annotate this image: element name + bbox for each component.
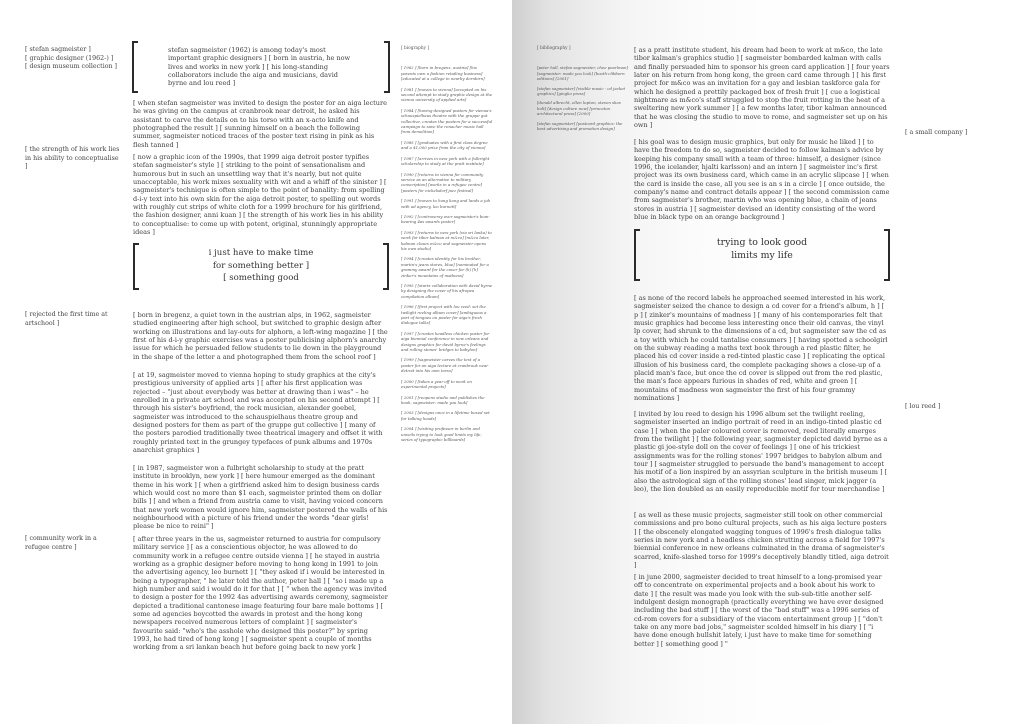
bracket-right [884, 229, 890, 281]
biography-entry: [ 1985 ] [graduates with a first class degree and a $1,000 prize from the city of vienna] [401, 139, 488, 151]
pull-quote-right [634, 229, 890, 281]
biography-entry: [ 1962 ] [born in bregenz, austria] [his parents own a fashion retailing business] [educated at a college in nearby dornbirn] [401, 65, 485, 82]
quote-line-2: for something better ] [212, 260, 310, 271]
bracket-right [383, 243, 389, 290]
biography-list [401, 65, 493, 442]
biography-entry: [ 1987 ] [arrives in new york with a fulbright scholarship to study at the pratt institute] [401, 155, 490, 167]
biography-entry: [ 1992 ] [controversy over sagmeister's bum-bearing 4as awards poster] [401, 213, 490, 225]
right-paragraph-4: [ invited by lou reed to design his 1996 album set the twilight reeling, sagmeister inserted an indigo portrait of reed in an indigo-tinted plastic cd case ] [ when the paler coloured cover is removed, reed literally emerges from the twilight ] [ the following year, sagmeister depicted david byrne as a plastic gi joe-style doll on the cover of feelings ] [ one of his trickiest assignments was for the rolling stones' 1997 bridges to babylon album and tour ] [ sagmeister struggled to persuade the band's management to accept his motif of a lion inspired by an assyrian sculpture in the british museum ] [ also the astrological sign of the rolling stones' lead singer, mick jagger (a leo), the lion doubled as an easily reproducible motif for tour merchandise ] [634, 410, 888, 494]
side-label-rejected: [ rejected the first time at artschool ] [25, 311, 108, 327]
bibliography-entry: [stefan sagmeister] [postcard graphics: the best advertising and promotion design] [537, 120, 623, 132]
left-paragraph-1: [ when stefan sagmeister was invited to design the poster for an aiga lecture he was giving on the campus at cranbrook near detroit, he asked his assistant to carve the details on to his torso with an x-acto knife and photographed the result ] [ sunning himself on a beach the following summer, sagmeister noticed traces of the poster text rising in pink as his flesh tanned ] [133, 99, 387, 149]
left-paragraph-3: [ born in bregenz, a quiet town in the austrian alps, in 1962, sagmeister studied engineering after high school, but switched to graphic design after working on illustrations and lay-outs for alphorn, a left-wing magazine ] [ the first of his d-i-y graphic exercises was a poster publicising alphorn's anarchy issue for which he persuaded fellow students to lie down in the playground in the shape of the letter a and photographed them from the school roof ] [133, 311, 388, 361]
bracket-left [133, 243, 139, 290]
biography-entry: [ 2000 ] [takes a year off to work on experimental projects] [401, 378, 472, 390]
intro-block [132, 41, 390, 93]
right-page [512, 0, 1024, 724]
bibliography-entry: [donald albrecht, ellen lupton, steven skov holt] [design culture now] [princeton architectural press] [2000] [537, 100, 622, 117]
biography-column [401, 46, 493, 447]
biography-entry: [ 1995 ] [starts collaboration with david byrne by designing the cover of his afropea compilation album] [401, 283, 493, 299]
right-paragraph-5: [ as well as these music projects, sagmeister still took on other commercial commissions and pro bono cultural projects, such as his aiga lecture posters ] [ the obscenely elongated wagging tongues of 1996's fresh dialogue talks series in new york and a headless chicken strutting across a field for 1997's biennial conference in new orleans culminated in the drama of sagmeister's scarred, knife-slashed torso for 1999's deceptively blandly titled, aiga detroit ] [634, 511, 889, 570]
left-paragraph-2: [ now a graphic icon of the 1990s, that 1999 aiga detroit poster typifies stefan sagmeister's style ] [ striking to the point of sensationalism and humorous but in such an unsettling way that it's nearly, but not quite unacceptable, his work mixes sexuality with wit and a whiff of the sinister ] [ sagmeister's technique is often simple to the point of banality: from spelling d-i-y text into his own skin for the aiga detroit poster, to spelling out words with roughly cut strips of white cloth for a 1999 brochure for his girlfriend, the fashion designer, anni kuan ] [ the strength of his work lies in his ability to conceptualise: to come up with potent, original, stunningly appropriate ideas ] [133, 153, 387, 237]
biography-entry: [ 1984 ] [having designed posters for vienna's schauspielhaus theatre with the gruppe gut collective, creates the posters for a successful campaign to save the ronacher music hall from demolition] [401, 107, 493, 135]
bibliography-entry: [peter hall, stefan sagmeister, chee pearlman] [sagmeister: made you look] [booth-clibborn editions] [2001] [537, 65, 629, 82]
bibliography-list [537, 65, 629, 131]
right-paragraph-2: [ his goal was to design music graphics, but only for music he liked ] [ to have the freedom to do so, sagmeister decided to follow kalman's advice by keeping his company small with a team of three: himself, a designer (since 1996, the icelander, hjalti karlsson) and an intern ] [ sagmeister inc's first project was its own business card, which came in an acrylic slipcase ] [ when the card is inside the case, all you see is an s in a circle ] [ once outside, the company's name and contract details appear ] [ the second commission came from sagmeister's brother, martin who was opening blue, a chain of jeans stores in austria ] [ sagmeister devised an identity consisting of the word blue in black type on an orange background ] [634, 138, 890, 222]
pull-quote-left [133, 243, 389, 290]
quote-line-1: i just have to make time [208, 248, 314, 258]
biography-entry: [ 1981 ] [moves to vienna] [accepted on his second attempt to study graphic design at the vienna university of applied arts] [401, 86, 493, 103]
right-paragraph-6: [ in june 2000, sagmeister decided to treat himself to a long-promised year off to concentrate on experimental projects and a book about his work to date ] [ the result was made you look with the sub-sub-title another self-indulgent design monograph (practically everything we have ever designed including the bad stuff ] [ the worst of the "bad stuff" was a 1996 series of cd-rom covers for a subsidiary of the viacom entertainment group ] [ "don't take on any more bad jobs," sagmeister scolded himself in his diary ] [ "i have done enough bullshit lately, i just have to make time for something better ] [ something good ] " [634, 573, 884, 648]
left-paragraph-5: [ in 1987, sagmeister won a fulbright scholarship to study at the pratt institute in brooklyn, new york ] [ here humour emerged as the dominant theme in his work ] [ when a girlfriend asked him to design business cards which would cost no more than $1 each, sagmeister printed them on dollar bills ] [ and when a friend from austria came to visit, having voiced concern that new york women would ignore him, sagmeister postered the walls of his neighbourhood with a picture of his friend under the words "dear girls! please be nice to reini" ] [133, 464, 388, 531]
biography-entry: [ 2001 ] [reopens studio and publishes the book, sagmeister: made you look] [401, 394, 485, 405]
quote-line-1: trying to look good [716, 237, 808, 248]
bibliography-entry: [stefan sagmeister] [visible music - cd jacket graphics] [gingko press] [537, 85, 626, 97]
biography-entry: [ 1997 ] [creates headless chicken poster for aiga biennial conference in new orleans and designs graphics for david byrne's feelings and rolling stones' bridges to babylon] [401, 330, 490, 353]
left-paragraph-4: [ at 19, sagmeister moved to vienna hoping to study graphics at the city's prestigious university of applied arts ] [ after his first application was rejected – "just about everybody was better at drawing than i was" – he enrolled in a private art school and was accepted on his second attempt ] [ through his sister's boyfriend, the rock musician, alexander goebel, sagmeister was introduced to the schauspielhaus theatre group and designed posters for them as part of the gruppe gut collective ] [ many of the posters parodied traditionally twee theatrical imagery and offset it with roughly printed text in the grungey typefaces of punk albums and 1970s anarchist graphics ] [133, 371, 383, 455]
right-paragraph-1: [ as a pratt institute student, his dream had been to work at m&co, the late tibor kalman's graphics studio ] [ sagmeister bombarded kalman with calls and finally persuaded him to sponsor his green card application ] [ four years later on his return from hong kong, the green card came through ] [ his first project for m&co was an invitation for a gay and lesbian taskforce gala for which he designed a prettily packaged box of fresh fruit ] [ cue a logistical nightmare as m&co's staff struggled to stop the fruit rotting in the heat of a sweltering new york summer ] [ a few months later, tibor kalman announced that he was closing the studio to move to rome, and sagmeister set up on his own ] [634, 46, 890, 130]
biography-entry: [ 1996 ] [first project with lou reed: set the twilight reeling album cover] [ambiguous a part of tongues on poster for aiga's fresh dialogue talks] [401, 304, 487, 326]
bracket-left [132, 41, 138, 93]
biography-entry: [ 1999 ] [sagmeister carves the text of a poster for an aiga lecture at cranbrook near detroit into his own torso] [401, 357, 489, 374]
bibliography-heading: [ bibliography ] [537, 46, 571, 51]
biography-entry: [ 1990 ] [returns to vienna for community service as an alternative to military conscription] [works in a refugee centre] [posters for nickelsdorf jazz festival] [401, 171, 484, 193]
side-label-name: [ stefan sagmeister ] [ graphic designer (1962-) ] [ design museum collection ] [25, 46, 118, 71]
side-label-small-company: [ a small company ] [905, 129, 968, 136]
biography-entry: [ 1991 ] [moves to hong kong and lands a job with ad agency, leo burnett] [401, 198, 491, 209]
biography-entry: [ 1993 ] [returns to new york (via sri lanka) to work for tibor kalman at m&co] [m&co later, kalman closes m&co and sagmeister opens his own studio] [401, 229, 492, 251]
biography-entry: [ 2004 ] [visiting professor in berlin and unveils trying to look good limits my life, series of typographic billboards] [401, 426, 482, 442]
side-label-lou-reed: [ lou reed ] [905, 403, 941, 410]
right-paragraph-3: [ as none of the record labels he approached seemed interested in his work, sagmeister seized the chance to design a cd cover for a friend's album, h ] [ p ] [ zinker's mountains of madness ] [ many of his contemporaries felt that music graphics had become less interesting once their old canvas, the vinyl lp cover, had shrunk to the dimensions of a cd, but sagmeister saw the cd as a toy with which he could tantalise consumers ] [ having spotted a schoolgirl on the subway reading a maths text book through a red plastic filter, he placed his cd cover inside a red-tinted plastic case ] [ replicating the optical illusion of his business card, the complete packaging shows a close-up of a placid man's face, but once the cd cover is slipped out from the red plastic, the man's face appears furious in shades of red, white and green ] [ mountains of madness won sagmeister the first of his four grammy nominations ] [634, 294, 888, 403]
biography-heading: [ biography ] [401, 46, 430, 51]
biography-entry: [ 2003 ] [designs once in a lifetime boxed set for talking heads] [401, 410, 490, 421]
quote-line-3: [ something good [223, 273, 299, 283]
bibliography-column [537, 46, 629, 135]
side-label-strength: [ the strength of his work lies in his ability to conceptualise ] [25, 146, 120, 171]
side-label-community: [ community work in a refugee centre ] [25, 535, 97, 551]
left-paragraph-6: [ after three years in the us, sagmeister returned to austria for compulsory military service ] [ as a conscientious objector, he was allowed to do community work in a refugee centre outside vienna ] [ he stayed in austria working as a graphic designer before moving to hong kong in 1991 to join the advertising agency, leo burnett ] [ "they asked if i would be interested in being a typographer, " he later told the author, peter hall ] [ "so i made up a high number and said i would do it for that ] [ " when the agency was invited to design a poster for the 1992 4as advertising awards ceremony, sagmeister depicted a traditional cantonese image featuring four bare male bottoms ] [ some ad agencies boycotted the awards in protest and the hong kong newspapers received numerous letters of complaint ] [ sagmeister's favourite said: "who's the asshole who designed this poster?" by spring 1993, he had tired of hong kong ] [ sagmeister spent a couple of months working from a sri lankan beach hut before going back to new york ] [133, 535, 388, 652]
bracket-right [384, 41, 390, 93]
intro-text: stefan sagmeister (1962) is among today's most important graphic designers ] [ born in austria, he now lives and works in new york ] [ his long-standing collaborators include the aiga and musicians, david byrne and lou reed ] [168, 46, 351, 88]
quote-line-2: limits my life [731, 249, 793, 261]
bracket-left [634, 229, 640, 281]
biography-entry: [ 1994 ] [creates identity for his brother, martin's jeans stores, blue] [nominated for a grammy award for the cover for (h) [h] zinker's mountains of madness] [401, 256, 489, 278]
